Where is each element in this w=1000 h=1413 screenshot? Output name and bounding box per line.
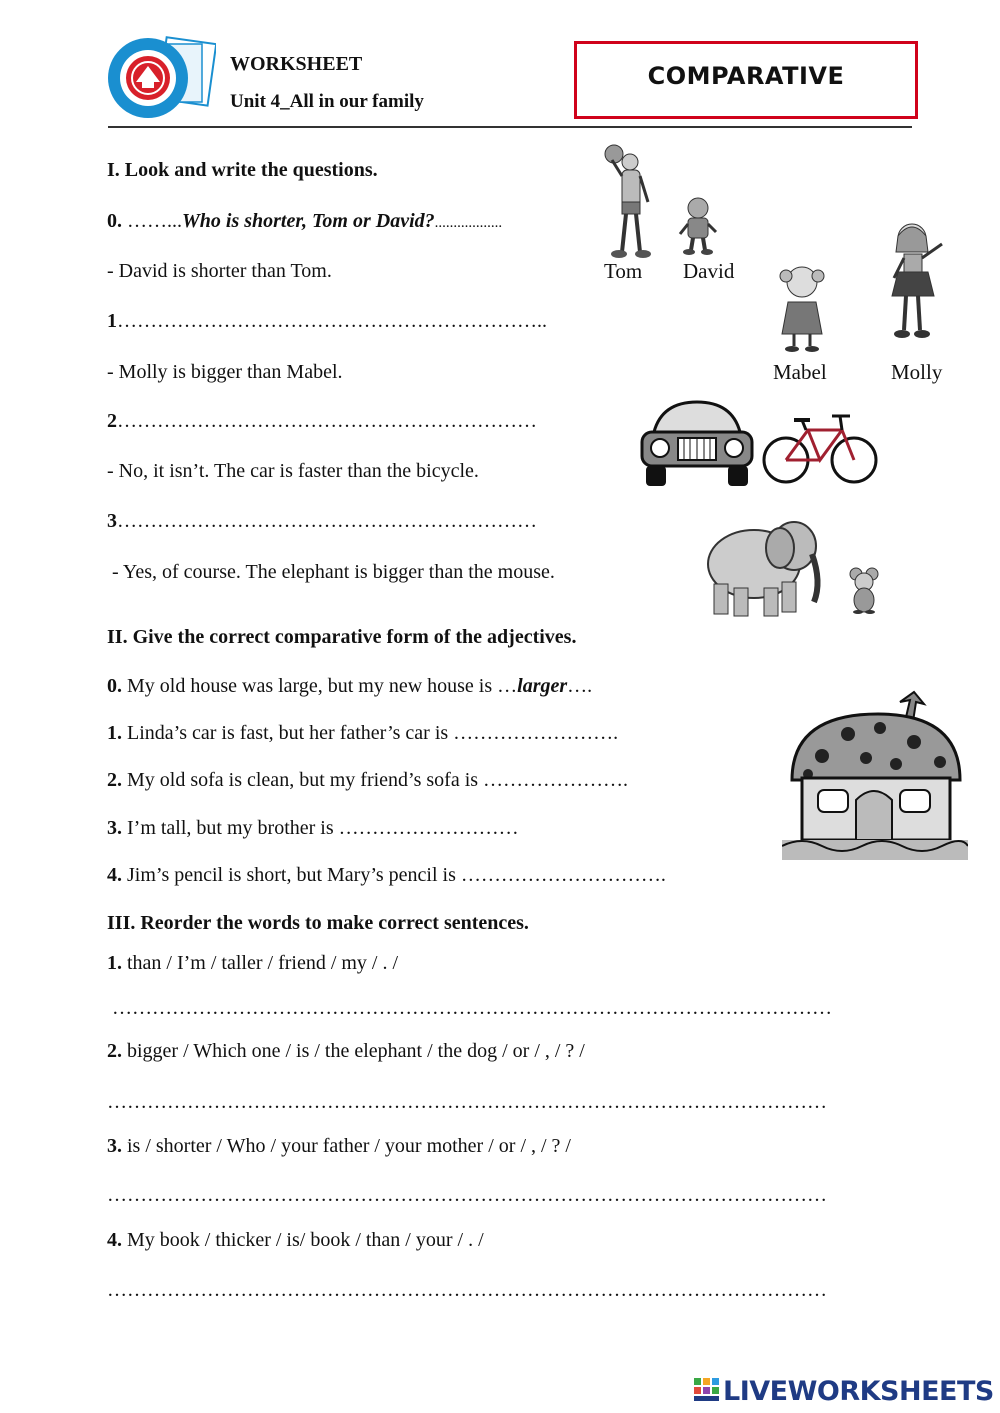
item-number: 2. (107, 1040, 122, 1062)
item-text: Jim’s pencil is short, but Mary’s pencil is …………………………. (127, 864, 666, 886)
question2-number: 2 (107, 410, 117, 432)
topic-label: COMPARATIVE (647, 62, 845, 90)
section2-item-0 (107, 674, 592, 698)
unit-title: Unit 4_All in our family (230, 91, 424, 112)
label-molly: Molly (891, 360, 943, 384)
question1-answer: - Molly is bigger than Mabel. (107, 361, 343, 383)
example0-line (107, 209, 502, 235)
item-tail: …. (567, 675, 593, 697)
question3-line (107, 509, 537, 533)
section3-heading: III. Reorder the words to make correct sentences. (107, 912, 529, 934)
section3-item-1 (107, 951, 398, 975)
mushroom-house-illustration (782, 690, 968, 862)
item-text: I’m tall, but my brother is ……………………… (127, 817, 519, 839)
question3-answer: - Yes, of course. The elephant is bigger than the mouse. (112, 561, 555, 583)
question1-number: 1 (107, 310, 117, 332)
david-illustration (676, 194, 720, 256)
label-tom: Tom (604, 259, 643, 283)
section2-item-2[interactable] (107, 768, 628, 792)
elephant-illustration (702, 512, 828, 620)
label-david: David (683, 259, 735, 283)
bicycle-illustration (762, 408, 878, 488)
answer-line-4[interactable]: ……………………………………………………………………………………………… (107, 1279, 827, 1301)
item-number: 3. (107, 1135, 122, 1157)
mabel-illustration (774, 262, 830, 354)
question2-blank[interactable]: ……………………………………………………… (117, 410, 537, 432)
item-text: Linda’s car is fast, but her father’s car is ……………………. (127, 722, 619, 744)
question1-line (107, 309, 547, 333)
question2-line (107, 409, 537, 433)
item-number: 2. (107, 769, 122, 791)
question1-blank[interactable]: ……………………………………………………….. (117, 310, 547, 332)
item-number: 1. (107, 952, 122, 974)
example0-answer: - David is shorter than Tom. (107, 260, 332, 282)
question3-blank[interactable]: ……………………………………………………… (117, 510, 537, 532)
item-number: 4. (107, 864, 122, 886)
molly-illustration (884, 218, 952, 344)
item-number: 1. (107, 722, 122, 744)
tom-illustration (600, 140, 660, 262)
school-logo (104, 32, 216, 120)
section3-item-2 (107, 1039, 585, 1063)
item-text: My book / thicker / is/ book / than / your / . / (127, 1229, 484, 1251)
section2-item-3[interactable] (107, 816, 519, 840)
label-mabel: Mabel (773, 360, 827, 384)
question3-number: 3 (107, 510, 117, 532)
liveworksheets-logo[interactable] (694, 1376, 994, 1407)
answer-line-3[interactable]: ……………………………………………………………………………………………… (107, 1184, 827, 1206)
car-illustration (638, 396, 756, 490)
item-number: 4. (107, 1229, 122, 1251)
item-text: bigger / Which one / is / the elephant / the dog / or / , / ? / (127, 1040, 585, 1062)
example0-trail-dots: .................. (434, 215, 503, 231)
section2-heading: II. Give the correct comparative form of the adjectives. (107, 626, 577, 648)
liveworksheets-text: LIVEWORKSHEETS (723, 1376, 994, 1407)
section3-item-3 (107, 1134, 571, 1158)
example0-number: 0. (107, 210, 122, 232)
section1-heading: I. Look and write the questions. (107, 159, 378, 181)
mouse-illustration (846, 566, 882, 616)
liveworksheets-icon (694, 1378, 720, 1402)
header-divider (108, 126, 912, 128)
question2-answer: - No, it isn’t. The car is faster than the bicycle. (107, 460, 479, 482)
answer-line-2[interactable]: ……………………………………………………………………………………………… (107, 1091, 827, 1113)
answer-line-1[interactable]: ……………………………………………………………………………………………… (112, 997, 832, 1019)
item-text: My old house was large, but my new house is … (127, 675, 518, 697)
example0-lead-dots: ……... (127, 210, 182, 232)
example-answer: larger (517, 675, 568, 697)
item-text: than / I’m / taller / friend / my / . / (127, 952, 399, 974)
section2-item-4[interactable] (107, 863, 666, 887)
topic-box (574, 41, 918, 119)
item-number: 3. (107, 817, 122, 839)
example0-question: Who is shorter, Tom or David? (182, 210, 435, 232)
worksheet-title: WORKSHEET (230, 53, 363, 75)
item-text: My old sofa is clean, but my friend’s sofa is …………………. (127, 769, 629, 791)
section3-item-4 (107, 1228, 484, 1252)
section2-item-1[interactable] (107, 721, 618, 745)
item-number: 0. (107, 675, 122, 697)
item-text: is / shorter / Who / your father / your mother / or / , / ? / (127, 1135, 571, 1157)
